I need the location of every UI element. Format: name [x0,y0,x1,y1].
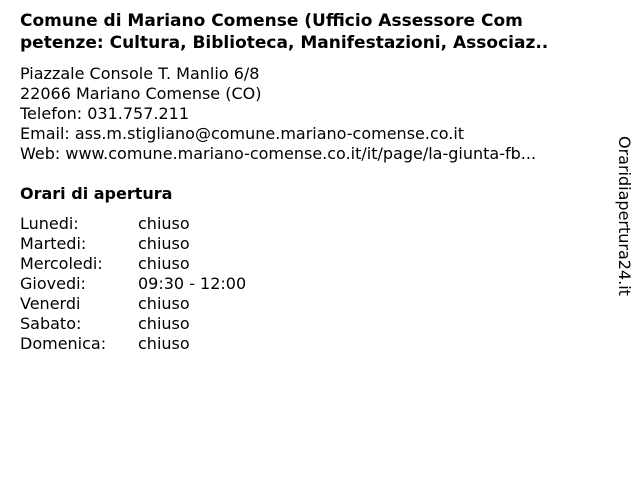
hours-row-sunday [20,334,246,354]
day-label: Giovedi: [20,274,86,293]
day-label: Mercoledi: [20,254,103,273]
page-title [20,10,620,54]
hours-value: chiuso [138,214,190,233]
hours-value: chiuso [138,254,190,273]
phone-text: Telefon: 031.757.211 [20,104,190,123]
hours-row-wednesday [20,254,246,274]
day-label: Martedi: [20,234,87,253]
hours-value: chiuso [138,234,190,253]
hours-row-monday [20,214,246,234]
hours-value: chiuso [138,334,190,353]
hours-row-thursday [20,274,246,294]
day-label: Lunedi: [20,214,79,233]
hours-value: chiuso [138,314,190,333]
site-watermark: Oraridiapertura24.it [615,136,634,296]
day-label: Domenica: [20,334,107,353]
opening-hours-heading: Orari di apertura [20,184,173,203]
page-title-line-2: petenze: Cultura, Biblioteca, Manifestazioni, Associaz.. [20,33,549,53]
email-text: Email: ass.m.stigliano@comune.mariano-comense.co.it [20,124,465,143]
website-text: Web: www.comune.mariano-comense.co.it/it/page/la-giunta-fb... [20,144,537,163]
hours-row-tuesday [20,234,246,254]
hours-value: chiuso [138,294,190,313]
hours-value: 09:30 - 12:00 [138,274,247,293]
address-street: Piazzale Console T. Manlio 6/8 [20,64,260,83]
hours-row-saturday [20,314,246,334]
page-title-line-1: Comune di Mariano Comense (Ufficio Assessore Com [20,11,523,31]
day-label: Sabato: [20,314,82,333]
day-label: Venerdi [20,294,81,313]
opening-hours-table [20,214,246,354]
contact-info [20,64,536,164]
address-city: 22066 Mariano Comense (CO) [20,84,262,103]
hours-row-friday [20,294,246,314]
